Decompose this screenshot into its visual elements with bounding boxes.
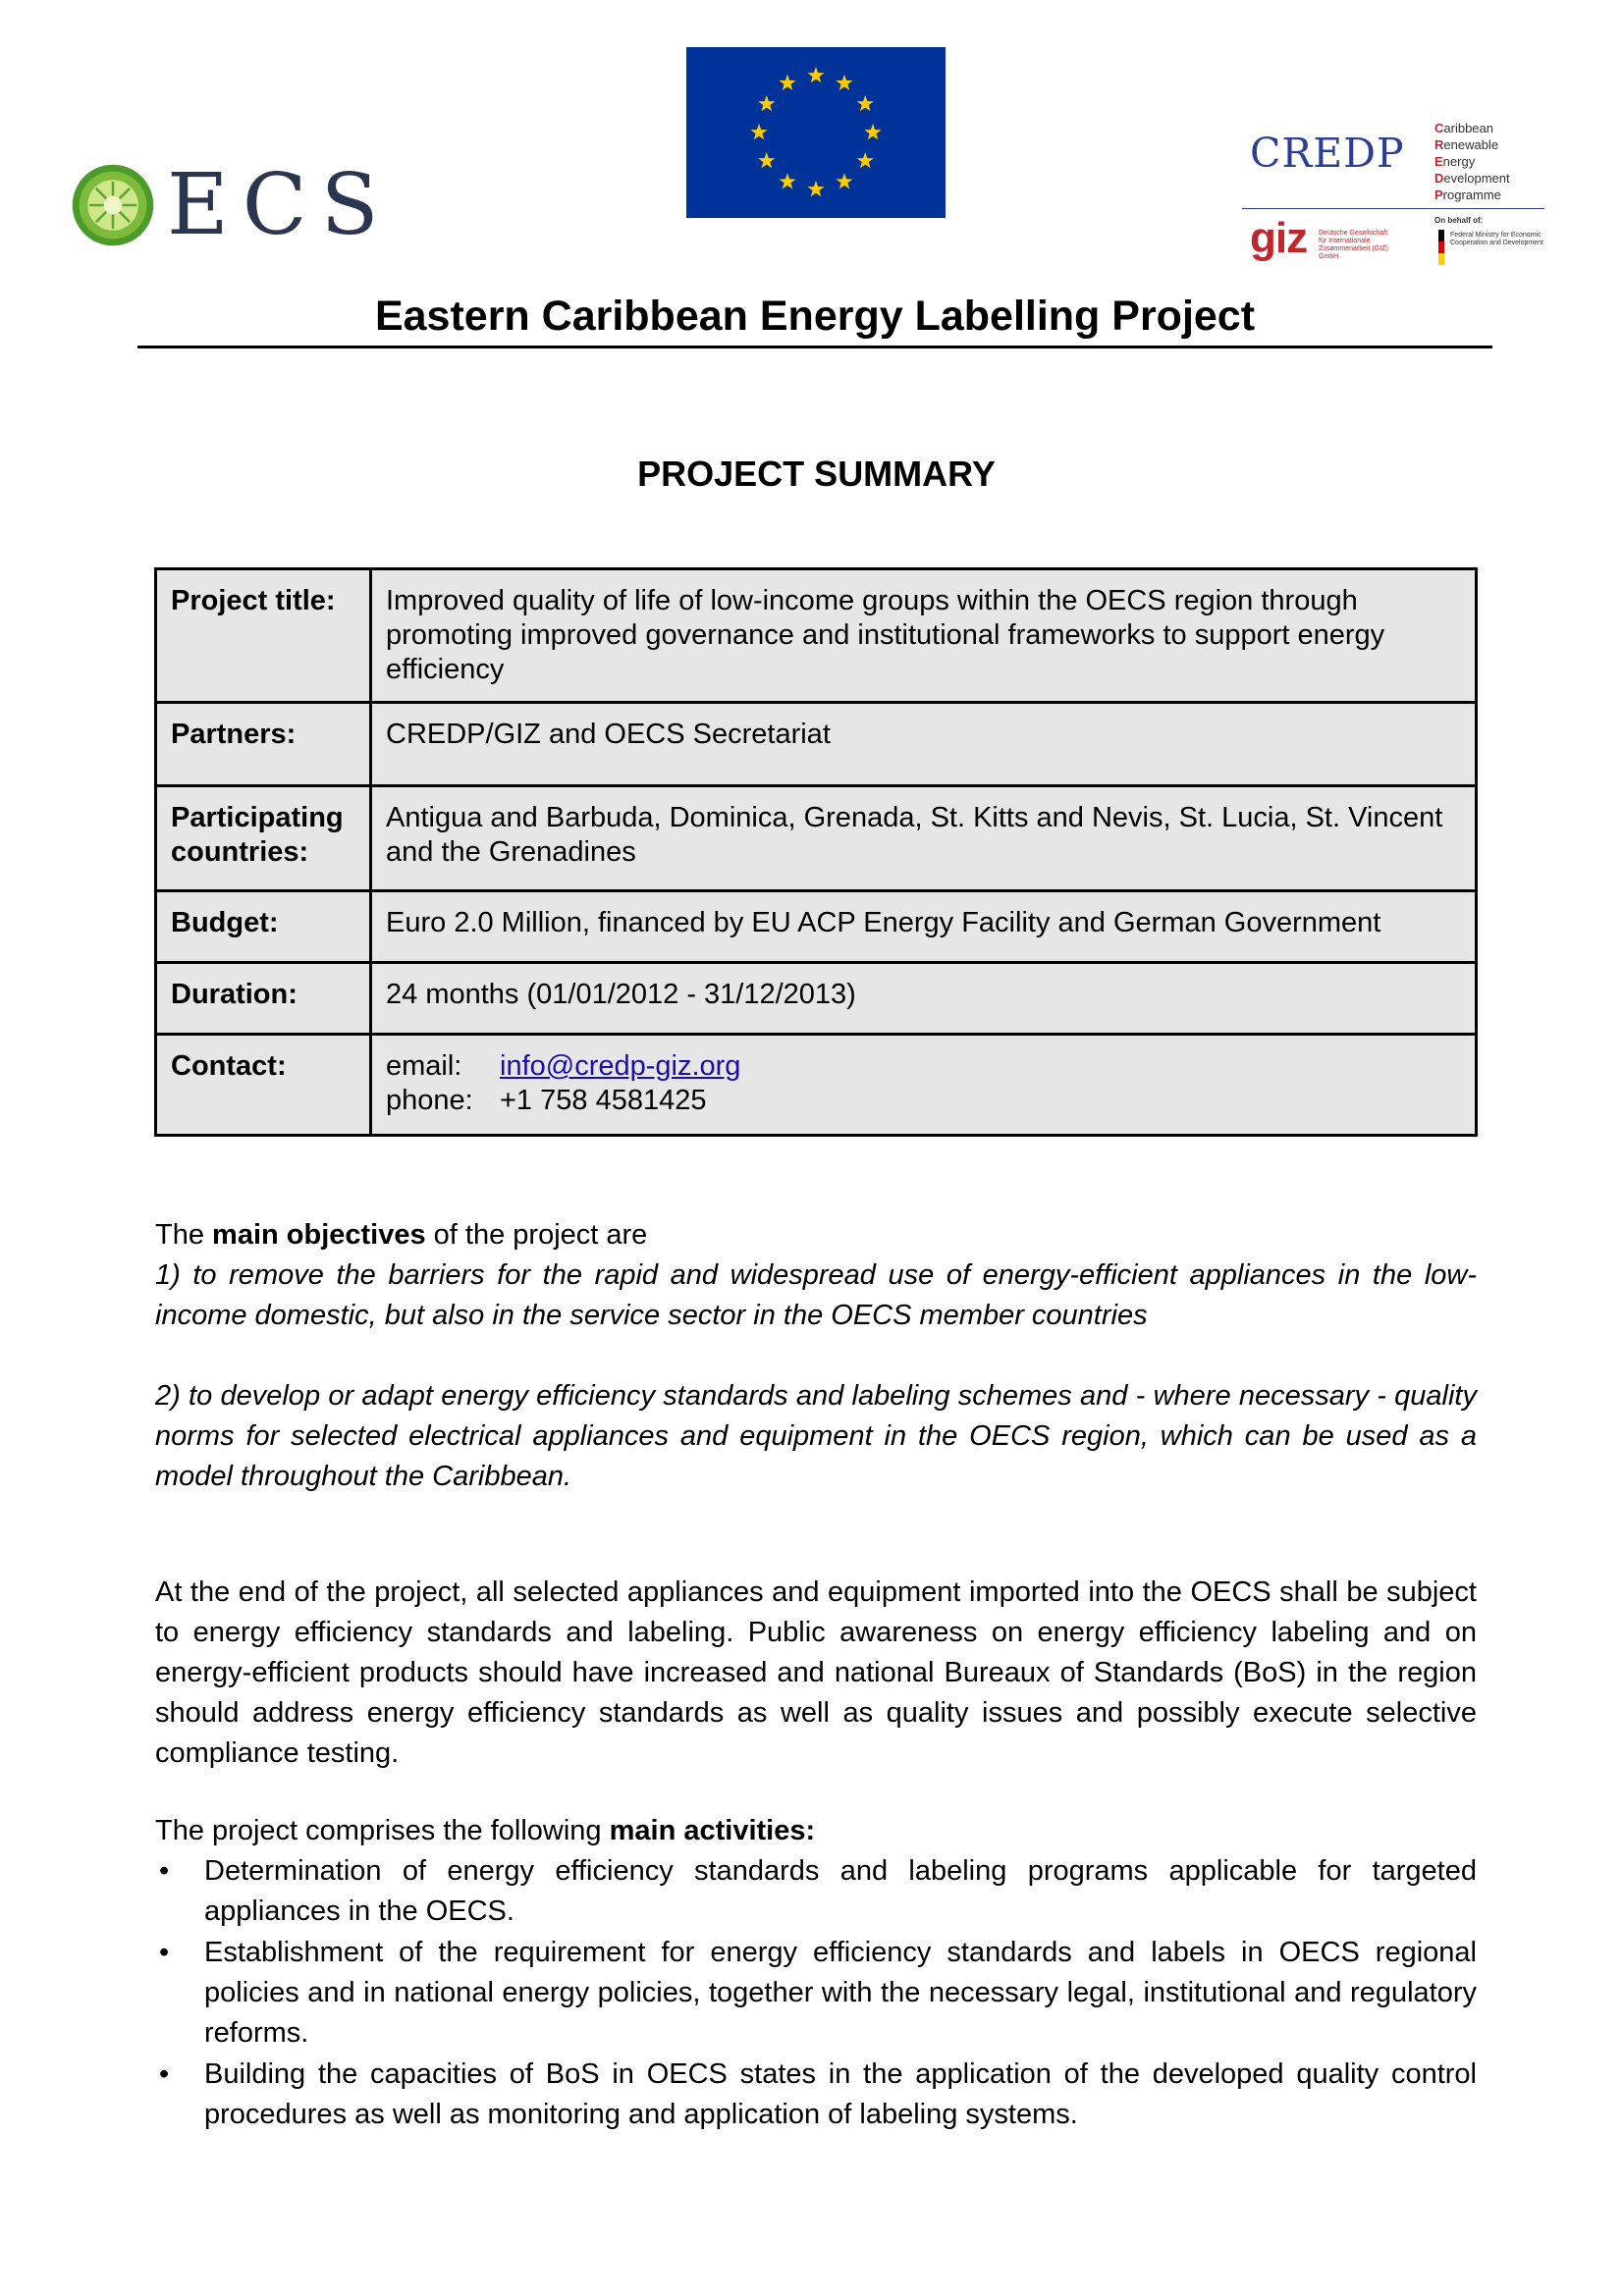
row-label: Contact:: [156, 1035, 371, 1136]
bullet-icon: •: [159, 2058, 170, 2090]
credp-acronym-item: Energy: [1434, 154, 1476, 169]
text: of the project are: [425, 1219, 648, 1251]
bmz-name-text: Federal Ministry for Economic Cooperation and Development: [1450, 232, 1543, 246]
divider: [1427, 208, 1544, 209]
oecs-wordmark: ECS: [167, 156, 393, 254]
title-underline: [137, 346, 1492, 348]
table-row: [156, 1035, 1477, 1136]
credp-acronym-item: Renewable: [1434, 137, 1499, 152]
row-value: Improved quality of life of low-income groups within the OECS region through promoting improved governance and institutional frameworks to support energy efficiency: [371, 569, 1477, 703]
table-row: [156, 963, 1477, 1035]
objectives-section: [155, 1215, 1477, 1497]
row-label: Duration:: [156, 963, 371, 1035]
oecs-logo: [65, 156, 393, 255]
credp-wordmark: CREDP: [1250, 130, 1405, 177]
bullet-icon: •: [159, 1855, 170, 1887]
bullet-icon: •: [159, 1937, 170, 1968]
phone-key: phone:: [386, 1085, 473, 1116]
list-item: [155, 1851, 1477, 1932]
list-item-text: Establishment of the requirement for energy efficiency standards and labels in OECS regional policies and in national energy policies, together with the necessary legal, institutional and regulatory reforms.: [204, 1937, 1477, 2049]
credp-giz-logo: [1242, 116, 1546, 283]
objective-1: 1) to remove the barriers for the rapid and widespread use of energy-efficient appliances in the low-income domestic, but also in the service sector in the OECS member countries: [155, 1259, 1477, 1331]
list-item: [155, 2055, 1477, 2135]
objective-2: 2) to develop or adapt energy efficiency standards and labeling schemes and - where necessary - quality norms for selected electrical appliances and equipment in the OECS region, which can be used as a model throughout the Caribbean.: [155, 1380, 1477, 1492]
table-row: [156, 703, 1477, 786]
eu-flag-icon: [686, 47, 946, 218]
project-summary-table: [154, 567, 1478, 1137]
objectives-intro: [155, 1215, 1477, 1255]
row-value: Antigua and Barbuda, Dominica, Grenada, St. Kitts and Nevis, St. Lucia, St. Vincent and the Grenadines: [371, 786, 1477, 891]
activities-list: [155, 1851, 1477, 2136]
email-key: email:: [386, 1050, 462, 1082]
row-value: CREDP/GIZ and OECS Secretariat: [371, 703, 1477, 786]
row-label: Partners:: [156, 703, 371, 786]
section-heading: PROJECT SUMMARY: [637, 454, 996, 494]
row-label: Project title:: [156, 569, 371, 703]
email-link[interactable]: info@credp-giz.org: [500, 1050, 741, 1082]
list-item-text: Determination of energy efficiency standards and labeling programs applicable for targeted appliances in the OECS.: [204, 1855, 1477, 1927]
row-value: 24 months (01/01/2012 - 31/12/2013): [371, 963, 1477, 1035]
list-item: [155, 1933, 1477, 2054]
activities-intro: [155, 1811, 1477, 1851]
on-behalf-label: On behalf of:: [1434, 216, 1484, 225]
row-label: Budget:: [156, 891, 371, 963]
credp-acronym-list: [1434, 120, 1510, 203]
row-label: Participating countries:: [156, 786, 371, 891]
text: The: [155, 1219, 213, 1251]
table-row: [156, 891, 1477, 963]
table-row: [156, 569, 1477, 703]
bold-text: main activities:: [609, 1815, 816, 1846]
oecs-sun-icon: [71, 163, 155, 247]
giz-logo: giz: [1250, 214, 1308, 262]
bold-text: main objectives: [212, 1219, 426, 1251]
german-flag-icon: [1438, 230, 1444, 265]
divider: [1242, 208, 1427, 209]
text: The project comprises the following: [155, 1815, 610, 1846]
row-value: [371, 1035, 1477, 1136]
giz-name-text: Deutsche Gesellschaft für Internationale Zusammenarbeit (GIZ) GmbH: [1319, 230, 1388, 260]
row-value: Euro 2.0 Million, financed by EU ACP Energy Facility and German Government: [371, 891, 1477, 963]
table-row: [156, 786, 1477, 891]
phone-value: +1 758 4581425: [500, 1085, 707, 1116]
list-item-text: Building the capacities of BoS in OECS states in the application of the developed quality control procedures as well as monitoring and application of labeling systems.: [204, 2058, 1477, 2130]
end-of-project-paragraph: At the end of the project, all selected appliances and equipment imported into the OECS shall be subject to energy efficiency standards and labeling. Public awareness on energy efficiency labeling and on energy-efficient products should have increased and national Bureaux of Standards (BoS) in the region should address energy efficiency standards as well as quality issues and possibly execute selective compliance testing.: [155, 1576, 1477, 1769]
credp-acronym-item: Development: [1434, 171, 1510, 186]
credp-acronym-item: Caribbean: [1434, 121, 1493, 135]
document-title: Eastern Caribbean Energy Labelling Project: [374, 293, 1256, 340]
credp-acronym-item: Programme: [1434, 187, 1501, 202]
